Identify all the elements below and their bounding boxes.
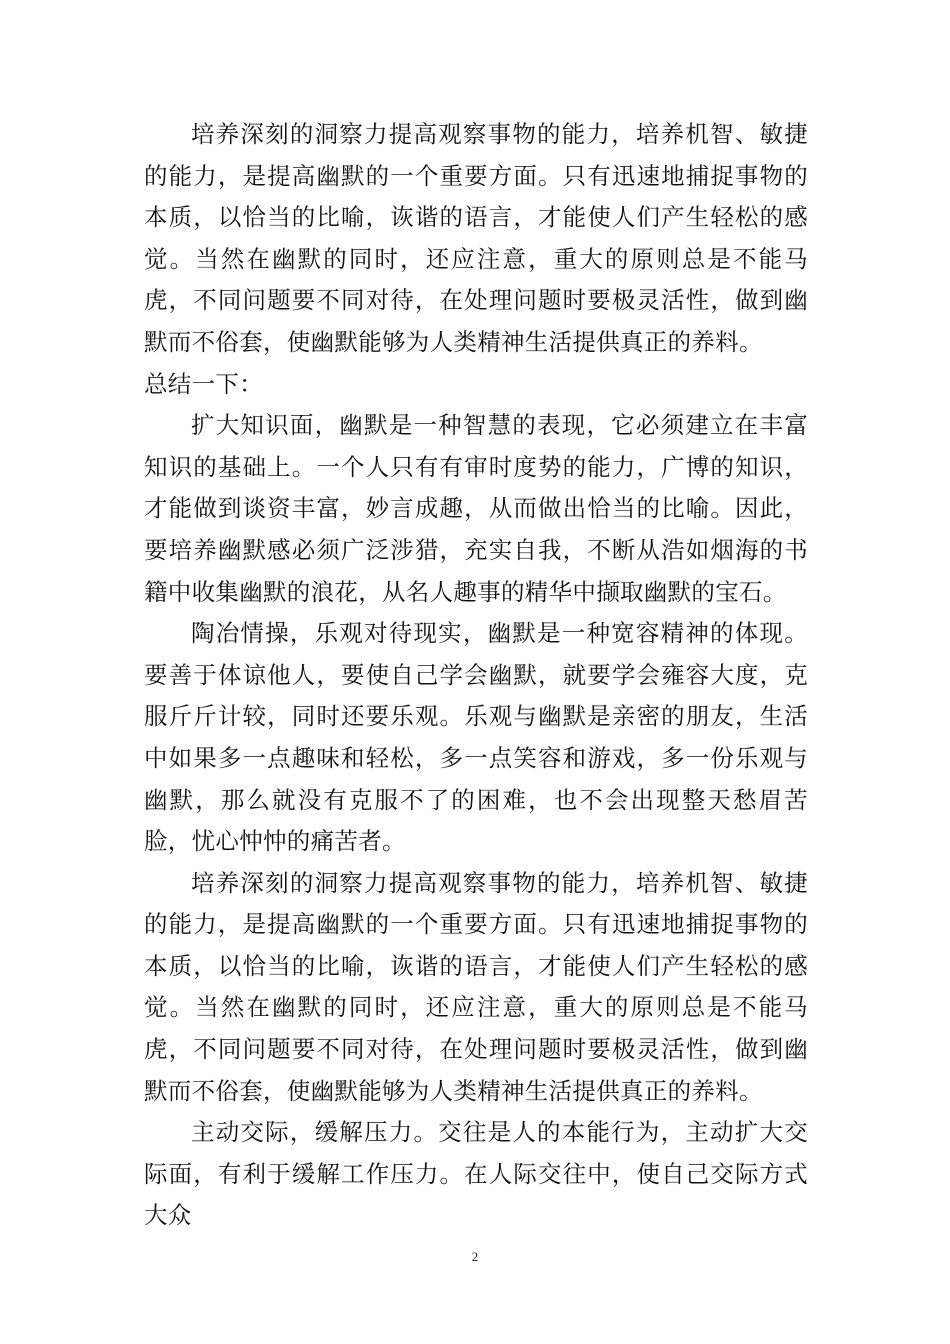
paragraph-insight: 培养深刻的洞察力提高观察事物的能力，培养机智、敏捷的能力，是提高幽默的一个重要方面。只有迅速地捕捉事物的本质，以恰当的比喻，诙谐的语言，才能使人们产生轻松的感觉。当然在幽默的同时，还应注意，重大的原则总是不能马虎，不同问题要不同对待，在处理问题时要极灵活性，做到幽默而不俗套，使幽默能够为人类精神生活提供真正的养料。 [144,120,808,356]
paragraph-insight-repeat: 培养深刻的洞察力提高观察事物的能力，培养机智、敏捷的能力，是提高幽默的一个重要方面。只有迅速地捕捉事物的本质，以恰当的比喻，诙谐的语言，才能使人们产生轻松的感觉。当然在幽默的同时，还应注意，重大的原则总是不能马虎，不同问题要不同对待，在处理问题时要极灵活性，做到幽默而不俗套，使幽默能够为人类精神生活提供真正的养料。 [144,868,808,1105]
summary-heading: 总结一下： [144,369,263,398]
document-body [144,114,808,1237]
paragraph-socializing: 主动交际，缓解压力。交往是人的本能行为，主动扩大交际面，有利于缓解工作压力。在人际交往中，使自己交际方式大众 [144,1118,808,1230]
paragraph-knowledge: 扩大知识面，幽默是一种智慧的表现，它必须建立在丰富知识的基础上。一个人只有有审时度势的能力，广博的知识，才能做到谈资丰富，妙言成趣，从而做出恰当的比喻。因此，要培养幽默感必须广泛涉猎，充实自我，不断从浩如烟海的书籍中收集幽默的浪花，从名人趣事的精华中撷取幽默的宝石。 [144,411,808,606]
page-number: 2 [471,1249,479,1264]
paragraph-optimism: 陶冶情操，乐观对待现实，幽默是一种宽容精神的体现。要善于体谅他人，要使自己学会幽默，就要学会雍容大度，克服斤斤计较，同时还要乐观。乐观与幽默是亲密的朋友，生活中如果多一点趣味和轻松，多一点笑容和游戏，多一份乐观与幽默，那么就没有克服不了的困难，也不会出现整天愁眉苦脸，忧心忡忡的痛苦者。 [144,619,808,856]
